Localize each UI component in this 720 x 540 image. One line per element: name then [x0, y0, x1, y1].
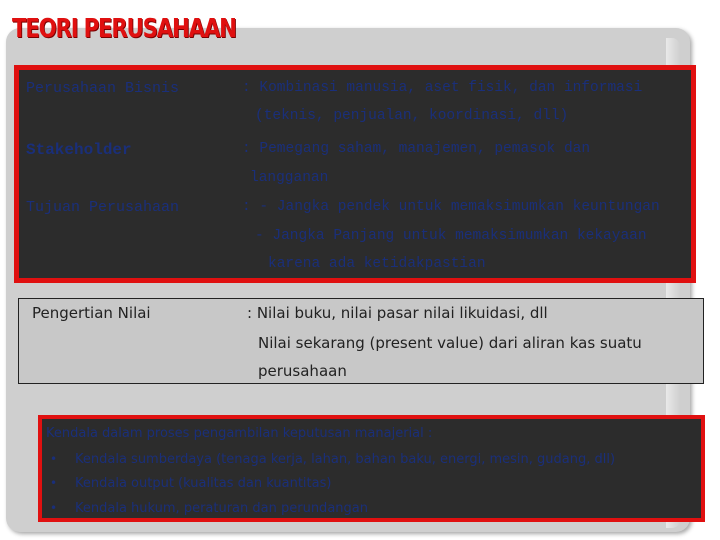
kendala-item: Kendala hukum, peraturan dan perundangan — [75, 501, 368, 516]
page-title: TEORI PERUSAHAAN — [12, 14, 236, 44]
nilai-text-1: : Nilai buku, nilai pasar nilai likuidasi, dll — [247, 304, 548, 322]
tujuan-text-2: - Jangka Panjang untuk memaksimumkan kekayaan — [255, 228, 647, 244]
perusahaan-bisnis-text-1: : Kombinasi manusia, aset fisik, dan informasi — [242, 80, 643, 96]
tujuan-text-1: : - Jangka pendek untuk memaksimumkan keuntungan — [242, 199, 660, 215]
kendala-item: Kendala sumberdaya (tenaga kerja, lahan, bahan baku, energi, mesin, gudang, dll) — [75, 452, 616, 467]
perusahaan-bisnis-text-2: (teknis, penjualan, koordinasi, dll) — [255, 108, 569, 124]
kendala-item: Kendala output (kualitas dan kuantitas) — [75, 476, 332, 491]
bullet-icon: • — [50, 452, 58, 466]
stakeholder-text-2: langganan — [250, 170, 329, 186]
stakeholder-label: Stakeholder — [26, 141, 132, 159]
tujuan-text-3: karena ada ketidakpastian — [268, 256, 486, 272]
nilai-label: Pengertian Nilai — [32, 304, 151, 322]
definitions-box — [14, 65, 696, 283]
perusahaan-bisnis-label: Perusahaan Bisnis — [26, 80, 180, 97]
stakeholder-text-1: : Pemegang saham, manajemen, pemasok dan — [242, 141, 591, 157]
bullet-icon: • — [50, 501, 58, 515]
kendala-heading: Kendala dalam proses pengambilan keputusan manajerial : — [46, 426, 433, 441]
nilai-text-2: Nilai sekarang (present value) dari aliran kas suatu — [258, 334, 642, 352]
nilai-text-3: perusahaan — [258, 362, 347, 380]
bullet-icon: • — [50, 476, 58, 490]
tujuan-label: Tujuan Perusahaan — [26, 199, 180, 216]
